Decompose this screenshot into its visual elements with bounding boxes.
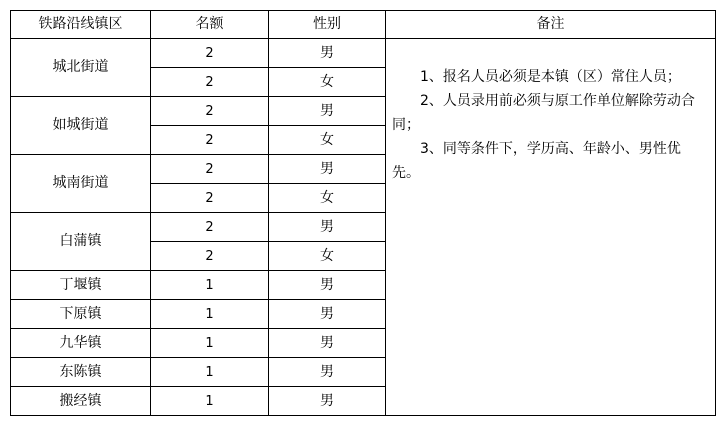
- quota-cell: 2: [151, 126, 269, 155]
- quota-cell: 2: [151, 213, 269, 242]
- town-cell: 丁堰镇: [11, 271, 151, 300]
- note-item: 1、报名人员必须是本镇（区）常住人员；: [420, 69, 681, 85]
- gender-cell: 女: [269, 184, 386, 213]
- quota-cell: 2: [151, 97, 269, 126]
- town-cell: 九华镇: [11, 329, 151, 358]
- gender-cell: 男: [269, 155, 386, 184]
- header-quota: 名额: [151, 11, 269, 39]
- town-cell: 下原镇: [11, 300, 151, 329]
- recruitment-quota-table: [10, 10, 716, 416]
- quota-cell: 1: [151, 358, 269, 387]
- gender-cell: 男: [269, 271, 386, 300]
- note-item: 3、同等条件下，学历高、年龄小、男性优先。: [392, 141, 681, 181]
- gender-cell: 男: [269, 387, 386, 416]
- document-page: [10, 10, 716, 416]
- gender-cell: 男: [269, 97, 386, 126]
- gender-cell: 男: [269, 300, 386, 329]
- quota-cell: 1: [151, 329, 269, 358]
- quota-cell: 2: [151, 155, 269, 184]
- quota-cell: 1: [151, 271, 269, 300]
- quota-cell: 2: [151, 68, 269, 97]
- gender-cell: 男: [269, 213, 386, 242]
- quota-cell: 2: [151, 242, 269, 271]
- quota-cell: 2: [151, 39, 269, 68]
- gender-cell: 女: [269, 126, 386, 155]
- note-item: 2、人员录用前必须与原工作单位解除劳动合同；: [392, 93, 695, 133]
- gender-cell: 女: [269, 242, 386, 271]
- town-cell: 白蒲镇: [11, 213, 151, 271]
- header-town: 铁路沿线镇区: [11, 11, 151, 39]
- header-gender: 性别: [269, 11, 386, 39]
- quota-cell: 2: [151, 184, 269, 213]
- town-cell: 城南街道: [11, 155, 151, 213]
- gender-cell: 男: [269, 358, 386, 387]
- notes-cell: [386, 39, 716, 416]
- header-notes: 备注: [386, 11, 716, 39]
- gender-cell: 男: [269, 39, 386, 68]
- table-row: [11, 39, 716, 68]
- town-cell: 搬经镇: [11, 387, 151, 416]
- table-header-row: [11, 11, 716, 39]
- town-cell: 如城街道: [11, 97, 151, 155]
- town-cell: 东陈镇: [11, 358, 151, 387]
- gender-cell: 女: [269, 68, 386, 97]
- quota-cell: 1: [151, 387, 269, 416]
- town-cell: 城北街道: [11, 39, 151, 97]
- quota-cell: 1: [151, 300, 269, 329]
- gender-cell: 男: [269, 329, 386, 358]
